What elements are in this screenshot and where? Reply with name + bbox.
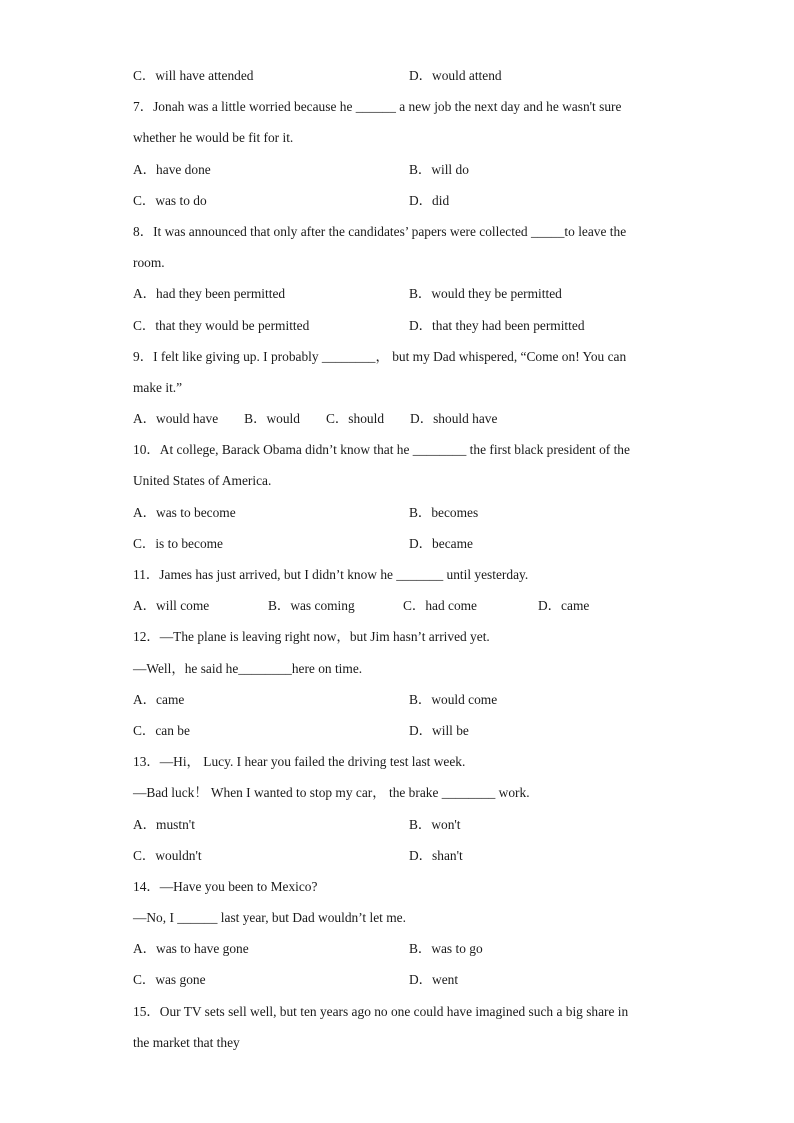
- answer-options-row: [133, 534, 673, 565]
- answer-option: D．went: [409, 972, 459, 988]
- question-text-line: 13．—Hi， Lucy. I hear you failed the driving test last week.: [133, 754, 466, 770]
- answer-options-row: [133, 721, 673, 752]
- question-document: [133, 66, 673, 1064]
- answer-option: B．becomes: [409, 504, 479, 520]
- answer-option: D．would attend: [409, 68, 502, 83]
- question-text-line: 9．I felt like giving up. I probably ________， but my Dad whispered, “Come on! You can: [133, 348, 627, 364]
- answer-option: A．had they been permitted: [133, 286, 286, 302]
- answer-options-row: [133, 815, 673, 846]
- answer-option: B．was coming: [268, 598, 355, 614]
- question-text-line: United States of America.: [133, 473, 272, 489]
- answer-option: C．that they would be permitted: [133, 317, 310, 333]
- answer-option: C．can be: [133, 722, 190, 738]
- answer-option: B．won't: [409, 816, 461, 832]
- question-text-line: whether he would be fit for it.: [133, 130, 294, 146]
- question-text-line: 10．At college, Barack Obama didn’t know that he ________ the first black president of the: [133, 442, 630, 458]
- answer-options-row: [133, 939, 673, 970]
- answer-options-row: [133, 690, 673, 721]
- answer-options-row: [133, 409, 673, 440]
- answer-option: C．was gone: [133, 972, 206, 988]
- question-text-line: room.: [133, 255, 165, 271]
- question-text-line: 7．Jonah was a little worried because he ______ a new job the next day and he wasn't sure: [133, 99, 622, 115]
- answer-option: C．should: [325, 411, 385, 427]
- answer-options-row: [133, 316, 673, 347]
- answer-option: D．should have: [410, 411, 498, 427]
- answer-option: D．that they had been permitted: [409, 317, 585, 333]
- answer-option: D．became: [409, 535, 473, 551]
- answer-option: D．did: [409, 192, 450, 208]
- answer-options-row: [133, 503, 673, 534]
- answer-option: B．would come: [409, 691, 498, 707]
- answer-option: B．would they be permitted: [409, 286, 562, 302]
- question-text-line: 15．Our TV sets sell well, but ten years ago no one could have imagined such a big share in: [133, 1003, 629, 1019]
- answer-option: A．mustn't: [133, 816, 195, 832]
- answer-options-row: [133, 160, 673, 191]
- answer-option: A．would have: [133, 411, 219, 427]
- answer-option: D．will be: [409, 722, 469, 738]
- answer-options-row: [133, 596, 673, 627]
- answer-option: B．will do: [409, 161, 469, 177]
- answer-options-row: [133, 284, 673, 315]
- answer-options-row: [133, 970, 673, 1001]
- question-text-line: —No, I ______ last year, but Dad wouldn’t let me.: [133, 910, 406, 926]
- answer-options-row: [133, 846, 673, 877]
- answer-option: C．is to become: [133, 535, 224, 551]
- answer-option: A．came: [133, 691, 185, 707]
- answer-option: B．would: [244, 411, 300, 427]
- question-text-line: —Well，he said he________here on time.: [133, 660, 363, 676]
- answer-options-row: [133, 66, 673, 97]
- question-text-line: 14．—Have you been to Mexico?: [133, 878, 318, 894]
- question-text-line: —Bad luck！ When I wanted to stop my car， the brake ________ work.: [133, 785, 530, 801]
- answer-option: D．shan't: [409, 847, 463, 863]
- answer-option: A．have done: [133, 161, 211, 177]
- question-text-line: the market that they: [133, 1034, 240, 1050]
- question-text-line: make it.”: [133, 379, 183, 395]
- question-text-line: 12．—The plane is leaving right now，but Jim hasn’t arrived yet.: [133, 629, 490, 645]
- answer-option: C．was to do: [133, 192, 207, 208]
- answer-option: C．will have attended: [133, 68, 254, 83]
- answer-option: C．wouldn't: [133, 847, 202, 863]
- question-text-line: 11．James has just arrived, but I didn’t know he _______ until yesterday.: [133, 567, 529, 582]
- question-text-line: 8．It was announced that only after the candidates’ papers were collected _____to leave the: [133, 223, 627, 239]
- answer-option: A．will come: [133, 598, 210, 614]
- answer-options-row: [133, 191, 673, 222]
- answer-option: A．was to have gone: [133, 941, 249, 957]
- answer-option: A．was to become: [133, 504, 236, 520]
- answer-option: C．had come: [403, 598, 478, 614]
- answer-option: D．came: [538, 598, 590, 614]
- answer-option: B．was to go: [409, 941, 483, 957]
